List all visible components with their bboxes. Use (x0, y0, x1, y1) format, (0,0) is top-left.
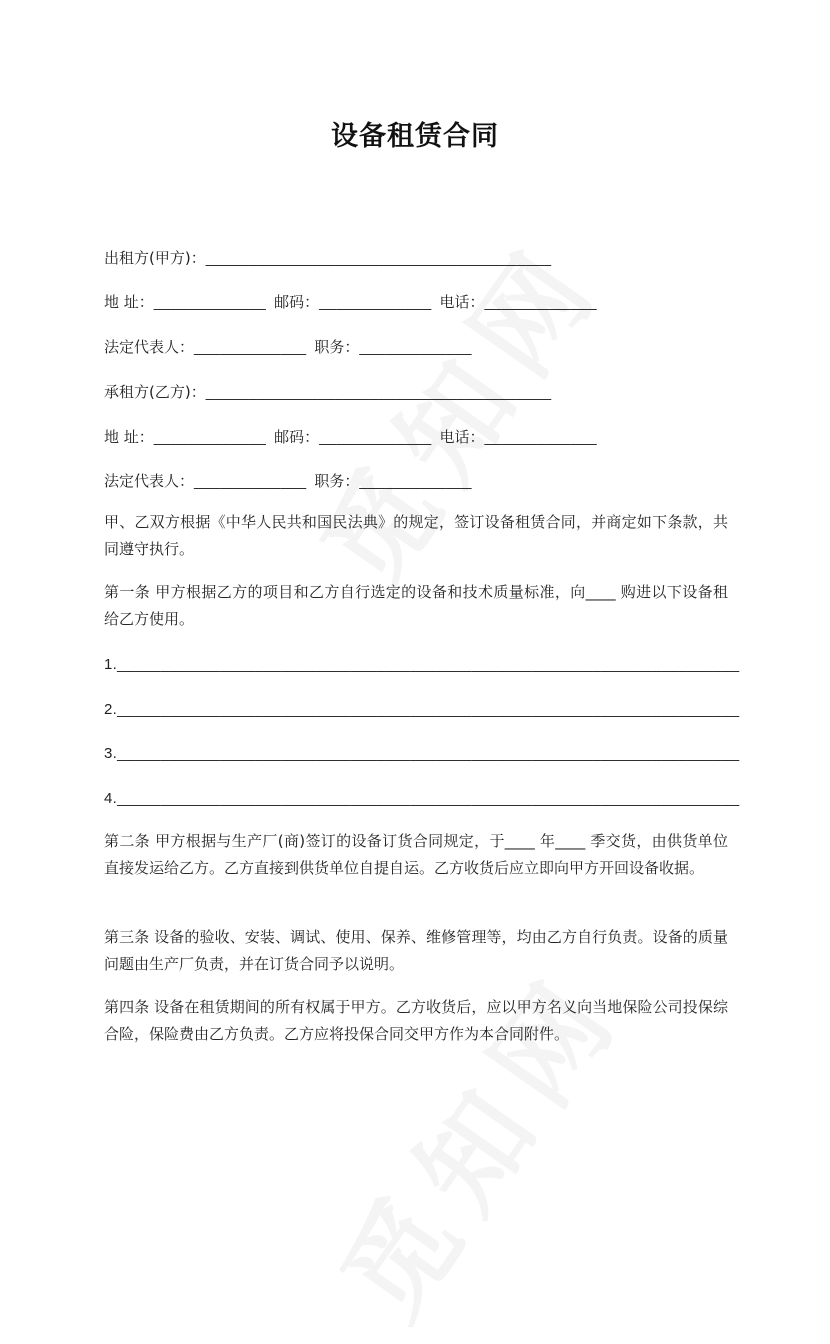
equipment-item-3[interactable]: 3.________________________________________________________________________ (104, 745, 740, 762)
address-blank[interactable]: _____________ (153, 294, 267, 311)
rep-blank[interactable]: _____________ (194, 473, 307, 490)
position-blank[interactable]: _____________ (359, 339, 472, 356)
rep-label: 法定代表人： (104, 338, 195, 356)
phone-label: 电话： (439, 428, 485, 446)
address-label: 地 址： (104, 428, 154, 446)
article-1: 第一条 甲方根据乙方的项目和乙方自行选定的设备和技术质量标准，向____ 购进以下设备租给乙方使用。 (104, 583, 728, 628)
address-blank[interactable]: _____________ (153, 429, 267, 446)
party-b-address-row (104, 424, 597, 451)
equipment-item-2[interactable]: 2.________________________________________________________________________ (104, 701, 740, 718)
phone-label: 电话： (439, 293, 485, 311)
article-3: 第三条 设备的验收、安装、调试、使用、保养、维修管理等，均由乙方自行负责。设备的质量问题由生产厂负责，并在订货合同予以说明。 (104, 928, 728, 973)
position-label: 职务： (314, 472, 360, 490)
rep-label: 法定代表人： (104, 472, 195, 490)
party-a-address-row (104, 289, 597, 316)
equipment-item-1[interactable]: 1.________________________________________________________________________ (104, 656, 740, 673)
postcode-blank[interactable]: _____________ (319, 429, 432, 446)
party-a-rep-row (104, 334, 472, 361)
article-2: 第二条 甲方根据与生产厂(商)签订的设备订货合同规定，于____ 年____ 季交货，由供货单位直接发运给乙方。乙方直接到供货单位自提自运。乙方收货后应立即向甲方开回设备收据。 (104, 832, 728, 877)
postcode-label: 邮码： (274, 428, 320, 446)
party-a-name-blank[interactable]: ________________________________________ (205, 250, 552, 267)
rep-blank[interactable]: _____________ (194, 339, 307, 356)
document-title: 设备租赁合同 (331, 121, 499, 152)
phone-blank[interactable]: _____________ (484, 294, 597, 311)
position-label: 职务： (314, 338, 360, 356)
party-b-row (104, 379, 551, 406)
party-b-name-blank[interactable]: ________________________________________ (205, 384, 552, 401)
party-a-row (104, 245, 551, 272)
intro-paragraph: 甲、乙双方根据《中华人民共和国民法典》的规定，签订设备租赁合同，并商定如下条款，共同遵守执行。 (104, 513, 728, 558)
position-blank[interactable]: _____________ (359, 473, 472, 490)
article-4: 第四条 设备在租赁期间的所有权属于甲方。乙方收货后，应以甲方名义向当地保险公司投保综合险，保险费由乙方负责。乙方应将投保合同交甲方作为本合同附件。 (104, 998, 728, 1043)
address-label: 地 址： (104, 293, 154, 311)
party-b-rep-row (104, 468, 472, 495)
equipment-item-4[interactable]: 4.________________________________________________________________________ (104, 790, 740, 807)
postcode-blank[interactable]: _____________ (319, 294, 432, 311)
party-b-label: 承租方(乙方)： (104, 383, 206, 401)
phone-blank[interactable]: _____________ (484, 429, 597, 446)
party-a-label: 出租方(甲方)： (104, 249, 206, 267)
postcode-label: 邮码： (274, 293, 320, 311)
